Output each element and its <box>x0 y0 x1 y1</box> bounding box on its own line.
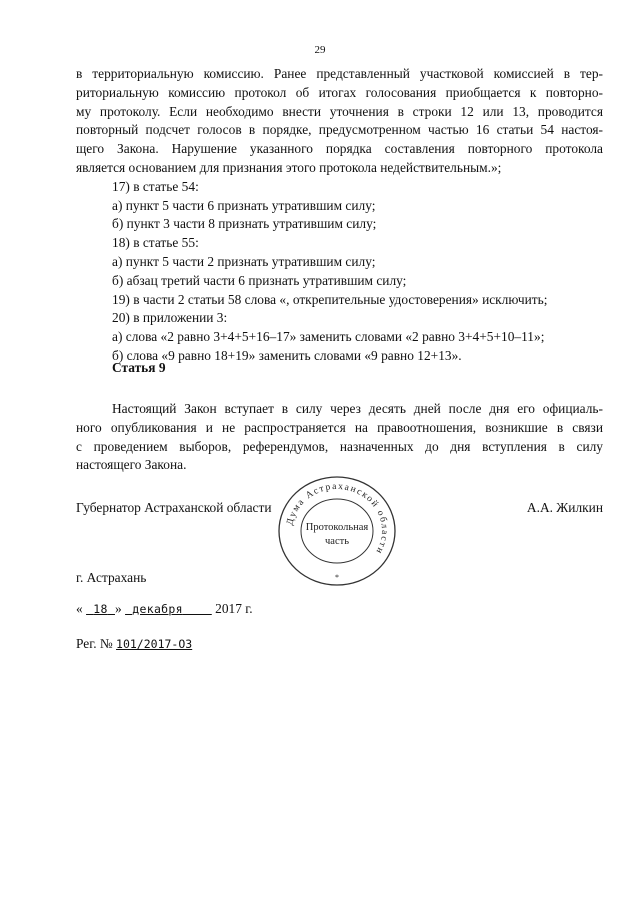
body-line: повторный подсчет голосов в порядке, предусмотренном частью 16 статьи 54 настоя- <box>76 122 603 138</box>
body-line: а) пункт 5 части 2 признать утратившим силу; <box>112 253 376 269</box>
body-line: 17) в статье 54: <box>112 178 199 194</box>
article-9-heading: Статья 9 <box>112 360 166 375</box>
body-line: б) пункт 3 части 8 признать утратившим силу; <box>112 216 377 232</box>
article-9-text <box>76 400 603 475</box>
registration-label: Рег. № <box>76 636 113 651</box>
stamp-center-line: часть <box>325 536 349 547</box>
date-close-quote: » <box>114 601 122 616</box>
stamp-star-icon: * <box>335 573 339 582</box>
article-9-line: ного опубликования и не распространяется на правоотношения, возникшие в связи <box>76 419 603 435</box>
registration-value: 101/2017-ОЗ <box>116 637 193 651</box>
body-line: щего Закона. Нарушение указанного порядка составления повторного протокола <box>76 141 603 157</box>
page-number: 29 <box>314 44 326 56</box>
body-line: 20) в приложении 3: <box>112 310 228 326</box>
signing-date <box>76 601 253 617</box>
signatory-name: А.А. Жилкин <box>526 500 603 515</box>
body-line: в территориальную комиссию. Ранее представленный участковой комиссией в тер- <box>76 66 603 81</box>
city: г. Астрахань <box>76 570 147 585</box>
stamp-ring-text: Дума Астраханской области <box>285 481 390 557</box>
signatory-title: Губернатор Астраханской области <box>76 500 272 515</box>
body-line: 19) в части 2 статьи 58 слова «, открепительные удостоверения» исключить; <box>112 291 548 307</box>
date-day: 18 <box>93 602 108 616</box>
date-open-quote: « <box>76 601 83 616</box>
article-9-line: Настоящий Закон вступает в силу через десять дней после дня его официаль- <box>112 401 603 416</box>
body-line: б) абзац третий части 6 признать утратившим силу; <box>112 272 407 288</box>
article-9-line: настоящего Закона. <box>76 457 187 473</box>
body-line: является основанием для признания этого протокола недействительным.»; <box>76 159 502 175</box>
body-line: б) слова «9 равно 18+19» заменить словами «9 равно 12+13». <box>112 347 462 363</box>
registration-number <box>76 636 192 652</box>
law-text-body <box>76 65 603 366</box>
body-line: а) слова «2 равно 3+4+5+16–17» заменить словами «2 равно 3+4+5+10–11»; <box>112 329 545 345</box>
stamp-center-line: Протокольная <box>305 522 369 533</box>
article-9-line: с проведением выборов, референдумов, назначенных до дня вступления в силу <box>76 438 603 454</box>
body-line: 18) в статье 55: <box>112 235 199 251</box>
date-year: 2017 г. <box>215 601 253 616</box>
date-month: декабря <box>132 602 183 616</box>
official-stamp <box>276 474 398 588</box>
body-line: риториальную комиссию протокол об итогах голосования приобщается к повторно- <box>76 84 603 100</box>
body-line: а) пункт 5 части 6 признать утратившим силу; <box>112 197 376 213</box>
body-line: му протоколу. Если необходимо внести уточнения в строки 12 или 13, проводится <box>76 103 603 119</box>
